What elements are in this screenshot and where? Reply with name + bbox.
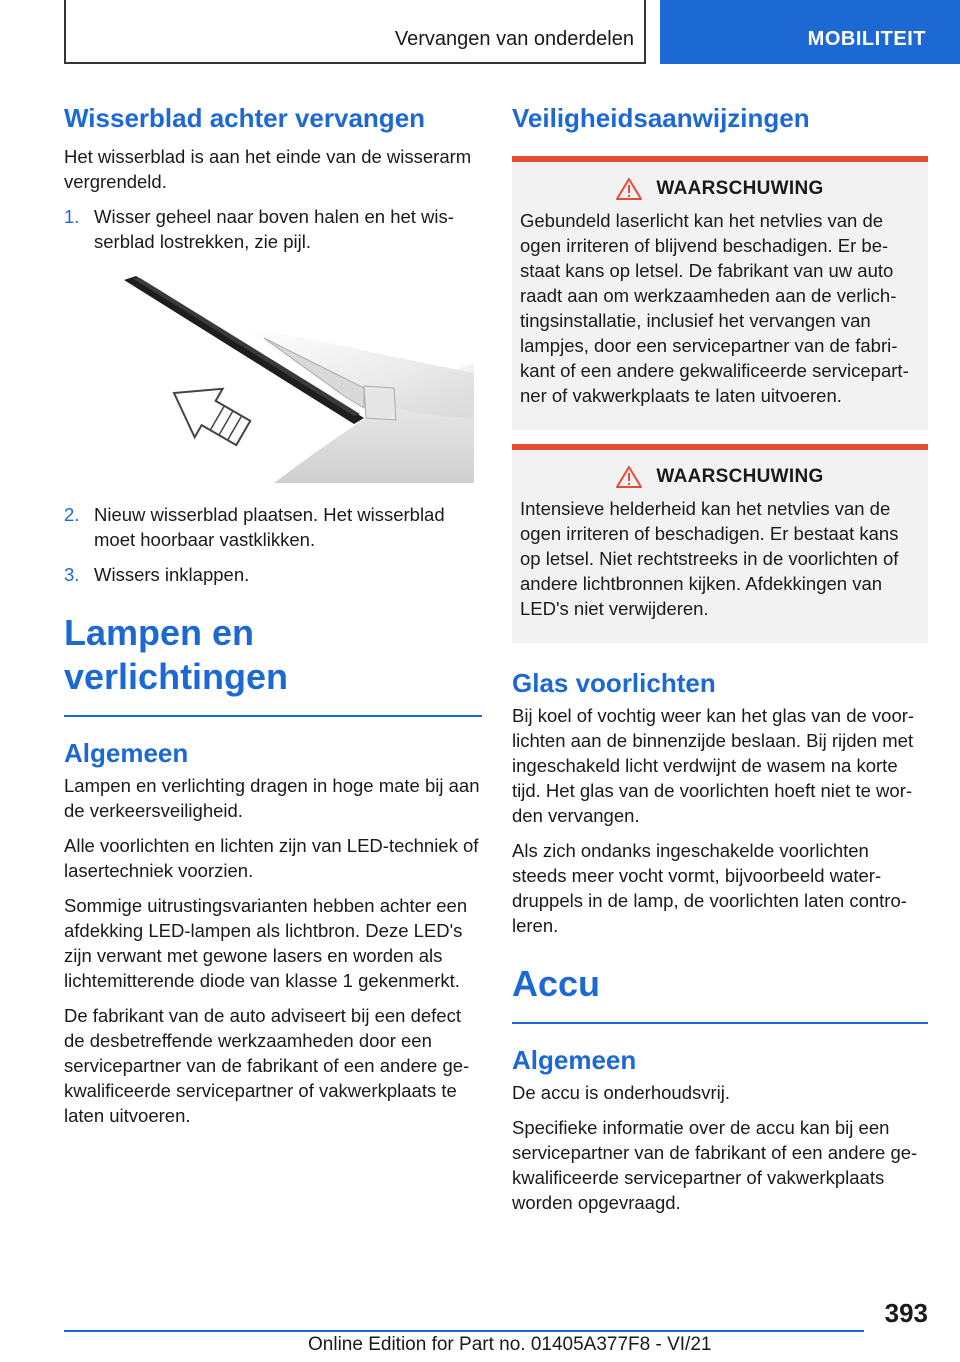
- safety-heading: Veiligheidsaanwijzingen: [512, 103, 810, 133]
- list-item: [64, 562, 482, 587]
- list-number: 1.: [64, 206, 80, 227]
- warning-triangle-icon: [616, 178, 642, 200]
- right-column: [512, 100, 928, 1225]
- warning-header: [520, 466, 920, 488]
- wiper-blade-removal-illustration: [64, 268, 482, 488]
- glass-paragraph: Als zich ondanks ingeschakelde voorlichten steeds meer vocht vormt, bijvoorbeeld waterdruppels in de lamp, de voorlichten laten controleren.: [512, 840, 907, 936]
- chapter-tab-label: MOBILITEIT: [807, 28, 926, 50]
- glass-paragraph: Bij koel of vochtig weer kan het glas van de voorlichten aan de binnenzijde beslaan. Bij rijden met ingeschakeld licht verdwijnt de wasem na korte tijd. Het glas van de voorlichten hoeft niet te worden vervangen.: [512, 705, 915, 826]
- wiper-intro: Het wisserblad is aan het einde van de wisserarm vergrendeld.: [64, 146, 472, 192]
- wiper-heading: Wisserblad achter vervangen: [64, 103, 426, 133]
- warning-label: WAARSCHUWING: [656, 466, 824, 487]
- list-number: 3.: [64, 564, 80, 585]
- warning-header: [520, 178, 920, 200]
- warning-text: Gebundeld laserlicht kan het netvlies van de ogen irriteren of blijvend beschadigen. Er bestaat kans op letsel. De fabrikant van uw auto raadt aan om werkzaamheden aan de verlichtingsinstallatie, inclusief het vervangen van lampjes, door een servicepartner van de fabrikant of een andere gekwalificeerde servicepartner of vakwerkplaats te laten uitvoeren.: [520, 210, 909, 406]
- footer-divider: [64, 1330, 864, 1332]
- lamps-paragraph: Alle voorlichten en lichten zijn van LED-techniek of lasertechniek voorzien.: [64, 835, 479, 881]
- lamps-heading: Lampen en verlichtingen: [64, 611, 482, 717]
- list-number: 2.: [64, 504, 80, 525]
- header-section-box: [64, 0, 646, 64]
- battery-paragraph: Specifieke informatie over de accu kan bij een servicepartner van de fabrikant of een andere gekwalificeerde servicepartner of vakwerkplaats worden opgevraagd.: [512, 1117, 918, 1213]
- warning-triangle-icon: [616, 466, 642, 488]
- list-text: Wisser geheel naar boven halen en het wisserblad lostrekken, zie pijl.: [94, 206, 454, 252]
- battery-subheading: Algemeen: [512, 1045, 637, 1075]
- warning-box: [512, 156, 928, 430]
- footer-edition: Online Edition for Part no. 01405A377F8 - VI/21: [308, 1334, 712, 1355]
- glass-heading: Glas voorlichten: [512, 668, 716, 698]
- list-text: Wissers inklappen.: [94, 564, 250, 585]
- warning-text: Intensieve helderheid kan het netvlies van de ogen irriteren of beschadigen. Er bestaat kans op letsel. Niet rechtstreeks in de voorlichten of andere lichtbronnen kijken. Afdekkingen van LED's niet verwijderen.: [520, 498, 899, 619]
- list-item: [64, 204, 482, 254]
- list-item: [64, 502, 482, 552]
- arrow-icon: [160, 369, 257, 457]
- page-number: 393: [884, 1298, 928, 1328]
- lamps-subheading: Algemeen: [64, 738, 189, 768]
- lamps-paragraph: Lampen en verlichting dragen in hoge mate bij aan de verkeersveiligheid.: [64, 775, 480, 821]
- left-column: [64, 100, 482, 1138]
- header-section-title: Vervangen van onderdelen: [394, 28, 634, 50]
- lamps-paragraph: De fabrikant van de auto adviseert bij een defect de desbetreffende werkzaamheden door een servicepartner van de fabrikant of een andere gekwalificeerde servicepartner of vakwerkplaats te laten uitvoeren.: [64, 1005, 470, 1126]
- battery-paragraph: De accu is onderhoudsvrij.: [512, 1082, 730, 1103]
- warning-label: WAARSCHUWING: [656, 178, 824, 199]
- warning-box: [512, 444, 928, 643]
- battery-heading: Accu: [512, 962, 928, 1024]
- header-chapter-tab[interactable]: [660, 0, 960, 64]
- wiper-figure: [64, 268, 482, 488]
- list-text: Nieuw wisserblad plaatsen. Het wisserblad moet hoorbaar vastklikken.: [94, 504, 445, 550]
- lamps-paragraph: Sommige uitrustingsvarianten hebben achter een afdekking LED-lampen als lichtbron. Deze LED's zijn verwant met gewone lasers en worden als lichtemitterende diode van klasse 1 gekenmerkt.: [64, 895, 468, 991]
